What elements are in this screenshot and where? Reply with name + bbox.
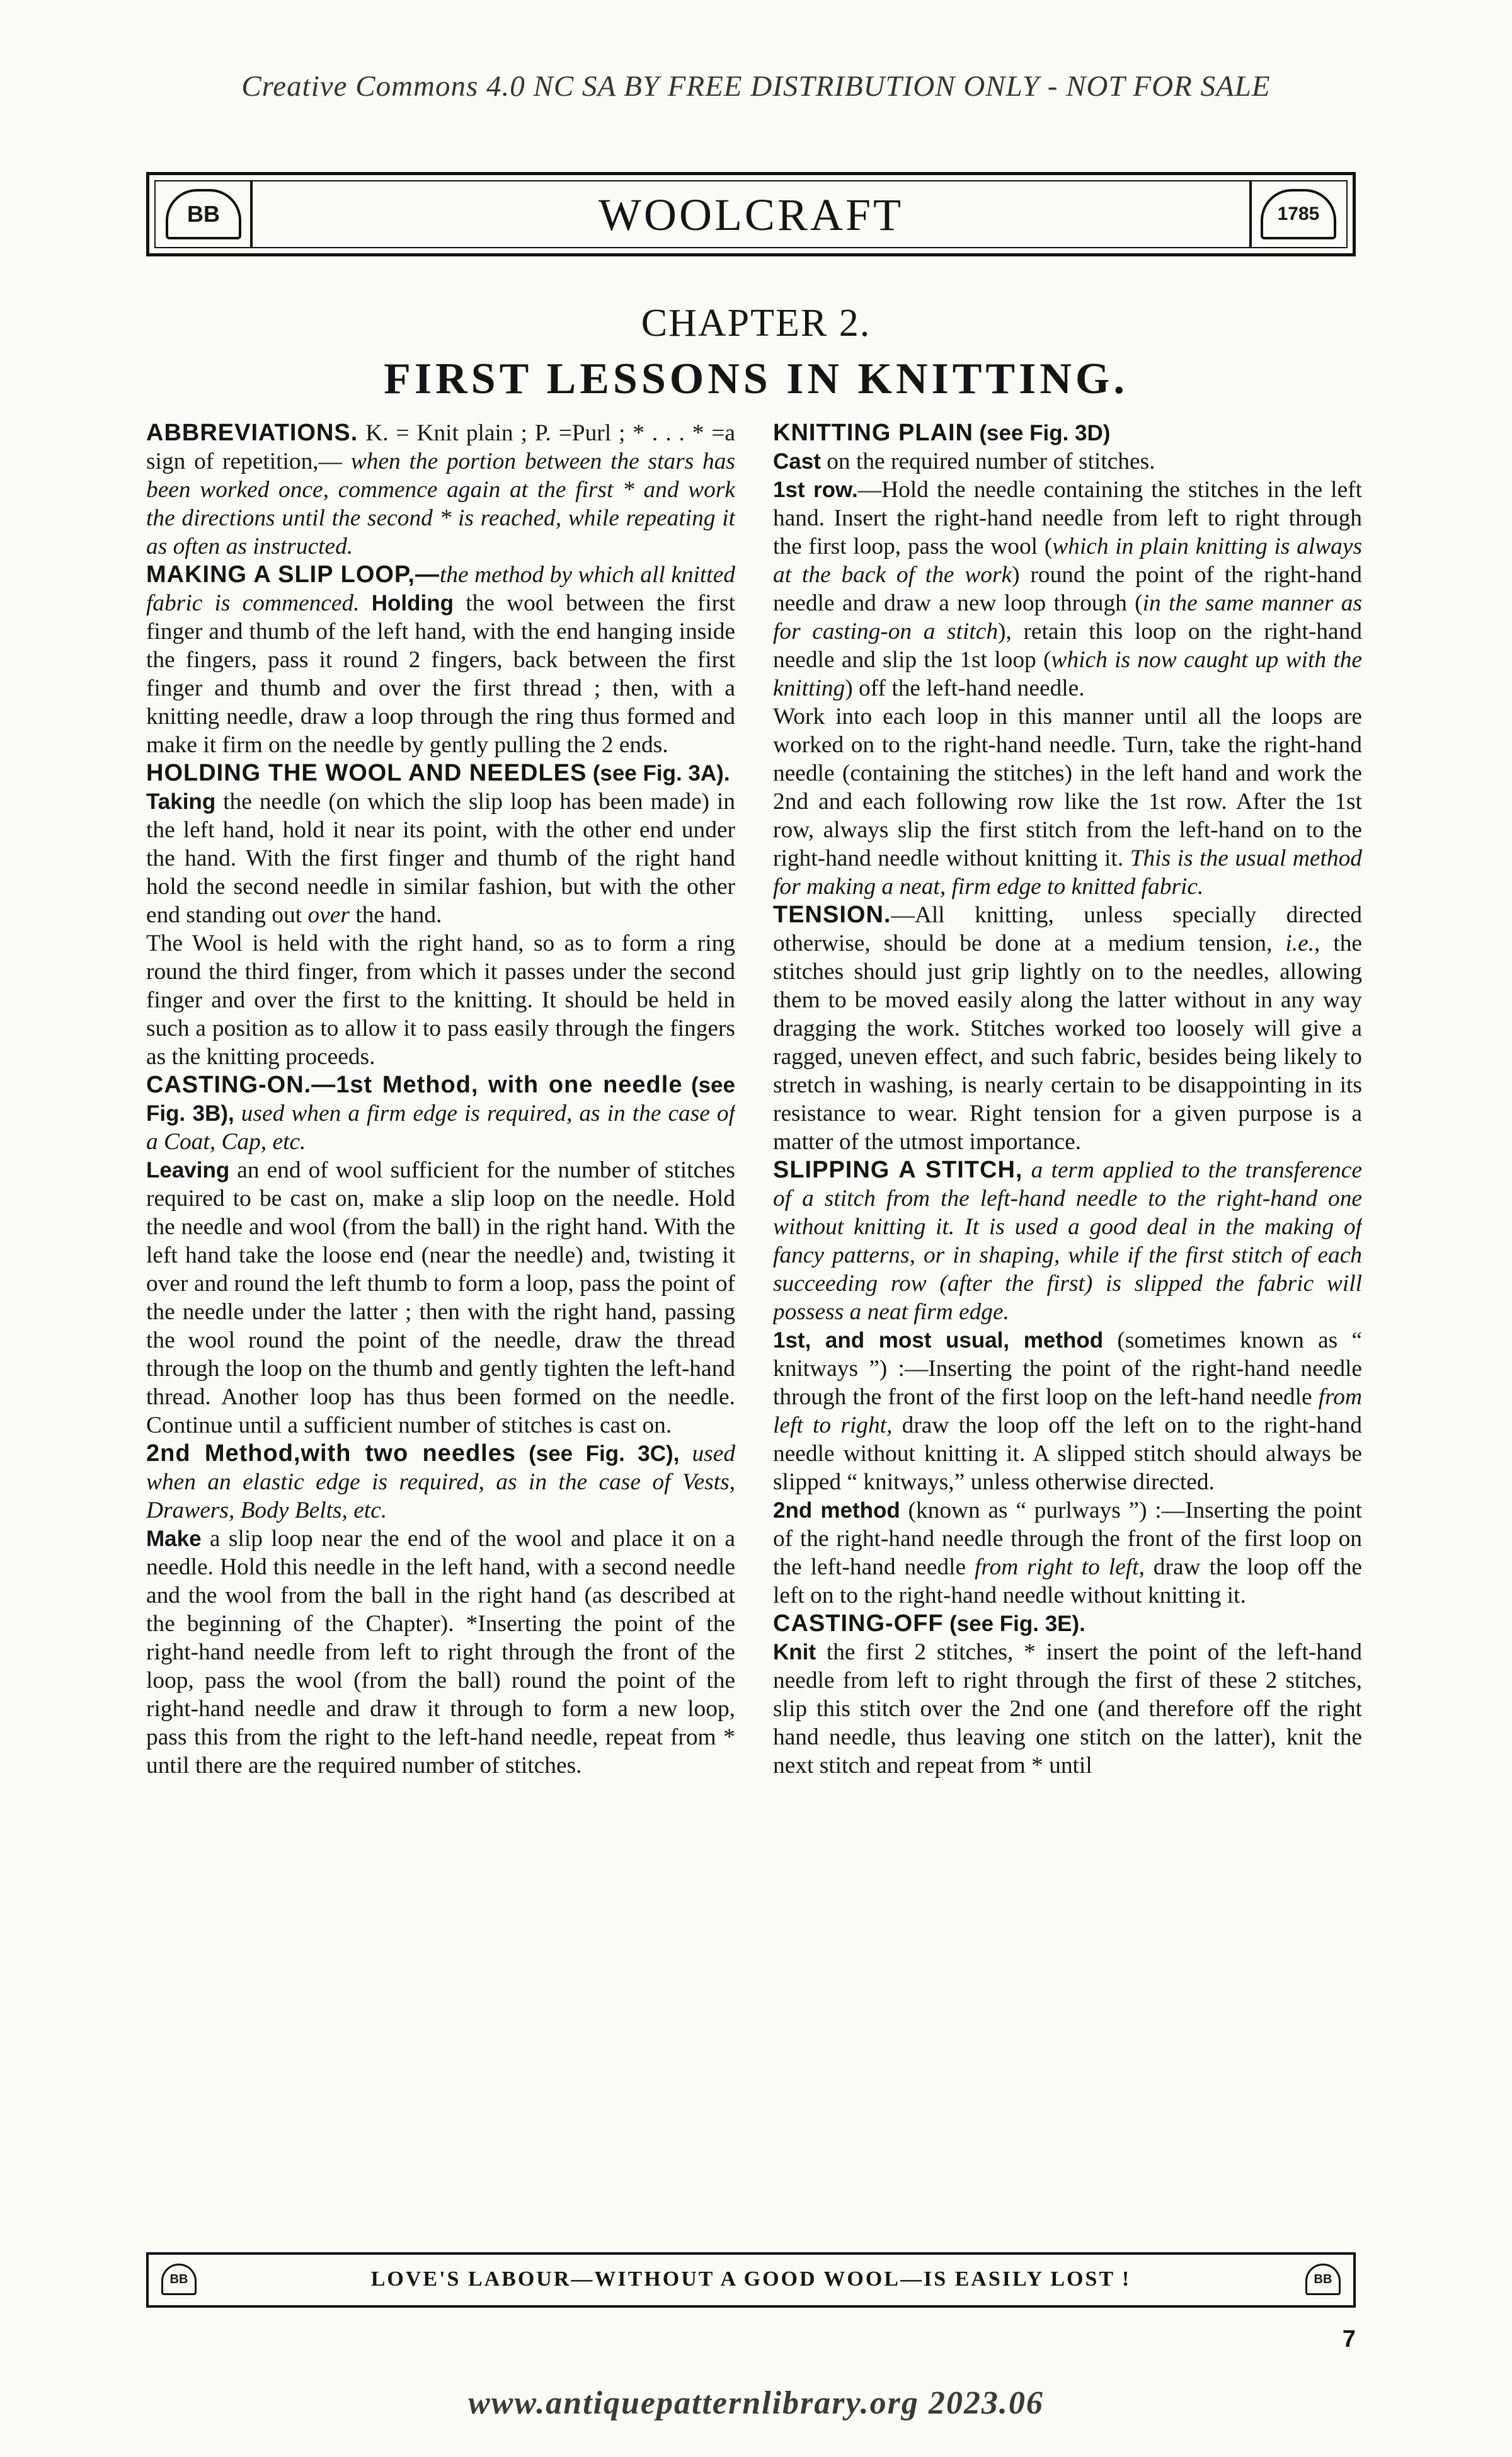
section-heading: MAKING A SLIP LOOP,—: [146, 561, 440, 588]
casting-off-paragraph: Knit the first 2 stitches, * insert the point of the left-hand needle from left to right through the first of these 2 stitches, slip this stitch over the 2nd one (and therefore off the right hand needle, thus leaving one stitch on the latter), knit the next stitch and repeat from * until: [773, 1639, 1362, 1778]
first-method-paragraph: 1st, and most usual, method (sometimes known as “ knitways ”) :—Inserting the point of the right-hand needle through the front of the first loop on the left-hand needle from left to right, draw the loop off the left on to the right-hand needle without knitting it. A slipped stitch should always be slipped “ knitways,” unless otherwise directed.: [773, 1327, 1362, 1495]
section-heading: 2nd Method,with two needles: [146, 1440, 516, 1467]
1785-logo-icon: 1785: [1261, 189, 1336, 239]
bb-logo-icon: BB: [166, 189, 241, 239]
abbreviations-paragraph: ABBREVIATIONS. K. = Knit plain ; P. =Purl ; * . . . * =a sign of repetition,— when the portion between the stars has been worked once, commence again at the first * and work the directions until the second * is reached, while repeating it as often as instructed.: [146, 420, 735, 559]
bb-logo-icon: BB: [161, 2264, 197, 2295]
chapter-title: FIRST LESSONS IN KNITTING.: [384, 355, 1128, 403]
page-footer: [146, 2252, 1356, 2308]
casting-off-heading: CASTING-OFF (see Fig. 3E).: [773, 1610, 1085, 1637]
holding-paragraph: Taking the needle (on which the slip loop has been made) in the left hand, hold it near its point, with the other end under the hand. With the first finger and thumb of the right hand hold the second needle in similar fashion, but with the other end standing out over the hand.: [146, 789, 735, 928]
slip-loop-paragraph: MAKING A SLIP LOOP,—the method by which all knitted fabric is commenced. Holding the wool between the first finger and thumb of the left hand, with the end hanging inside the fingers, pass it round 2 fingers, back between the first finger and thumb and over the first thread ; then, with a knitting needle, draw a loop through the ring thus formed and make it firm on the needle by gently pulling the 2 ends.: [146, 561, 735, 758]
site-watermark: www.antiquepatternlibrary.org 2023.06: [468, 2385, 1044, 2421]
footer-slogan: LOVE'S LABOUR—WITHOUT A GOOD WOOL—IS EASILY LOST !: [370, 2267, 1131, 2291]
bb-logo-icon: BB: [1305, 2264, 1341, 2295]
slipping-paragraph: SLIPPING A STITCH, a term applied to the transference of a stitch from the left-hand needle to the right-hand one without knitting it. It is used a good deal in the making of fancy patterns, or in shaping, while if the first stitch of each succeeding row (after the first) is slipped the fabric will possess a neat firm edge.: [773, 1157, 1362, 1325]
second-method-heading: 2nd Method,with two needles (see Fig. 3C), used when an elastic edge is required, as in the case of Vests, Drawers, Body Belts, etc.: [146, 1440, 735, 1523]
license-banner: Creative Commons 4.0 NC SA BY FREE DISTRIBUTION ONLY - NOT FOR SALE: [241, 70, 1271, 103]
section-heading: ABBREVIATIONS.: [146, 420, 358, 446]
tension-paragraph: TENSION.—All knitting, unless specially directed otherwise, should be done at a medium tension, i.e., the stitches should just grip lightly on to the needles, allowing them to be moved easily along the latter without in any way dragging the work. Stitches worked too loosely will give a ragged, uneven effect, and such fabric, besides being likely to stretch in washing, is nearly certain to be disappointing in its resistance to wear. Right tension for a given purpose is a matter of the utmost importance.: [773, 902, 1362, 1155]
section-heading: CASTING-ON.—1st Method, with one needle: [146, 1072, 683, 1098]
second-method-body: Make a slip loop near the end of the wool and place it on a needle. Hold this needle in the left hand, with a second needle and the wool from the ball in the right hand (as described at the beginning of the Chapter). *Inserting the point of the right-hand needle from left to right through the front of the loop, pass the wool (from the ball) round the point of the right-hand needle and draw it through to form a new loop, pass this from the right to the left-hand needle, repeat from * until there are the required number of stitches.: [146, 1526, 735, 1778]
knitting-plain-heading: KNITTING PLAIN (see Fig. 3D): [773, 420, 1111, 446]
right-column: [773, 419, 1362, 2183]
section-heading: HOLDING THE WOOL AND NEEDLES: [146, 760, 587, 786]
header-title: WOOLCRAFT: [598, 190, 903, 240]
header-divider: [1249, 181, 1252, 247]
work-paragraph: Work into each loop in this manner until all the loops are worked on to the right-hand needle. Turn, take the right-hand needle (containing the stitches) in the left hand and work the 2nd and each following row like the 1st row. After the 1st row, always slip the first stitch from the left-hand on to the right-hand needle without knitting it. This is the usual method for making a neat, firm edge to knitted fabric.: [773, 704, 1362, 900]
first-row-paragraph: 1st row.—Hold the needle containing the stitches in the left hand. Insert the right-hand needle from left to right through the first loop, pass the wool (which in plain knitting is always at the back of the work) round the point of the right-hand needle and draw a new loop through (in the same manner as for casting-on a stitch), retain this loop on the right-hand needle and slip the 1st loop (which is now caught up with the knitting) off the left-hand needle.: [773, 477, 1362, 701]
left-column: [146, 419, 735, 2183]
page-header: [146, 172, 1356, 256]
second-method-paragraph: 2nd method (known as “ purlways ”) :—Inserting the point of the right-hand needle through the front of the first loop on the left-hand needle from right to left, draw the loop off the left on to the right-hand needle without knitting it.: [773, 1498, 1362, 1608]
page-number: 7: [1342, 2326, 1356, 2352]
section-heading: KNITTING PLAIN: [773, 420, 973, 446]
wool-paragraph: The Wool is held with the right hand, so as to form a ring round the third finger, from which it passes under the second finger and over the first to the knitting. It should be held in such a position as to allow it to pass easily through the fingers as the knitting proceeds.: [146, 931, 735, 1070]
holding-heading: HOLDING THE WOOL AND NEEDLES (see Fig. 3A).: [146, 760, 730, 786]
section-heading: TENSION.: [773, 902, 891, 928]
section-heading: SLIPPING A STITCH,: [773, 1157, 1023, 1183]
section-heading: CASTING-OFF: [773, 1610, 944, 1637]
casting-on-body: Leaving an end of wool sufficient for the number of stitches required to be cast on, make a slip loop on the needle. Hold the needle and wool (from the ball) in the right hand. With the left hand take the loose end (near the needle) and, twisting it over and round the left thumb to form a loop, pass the point of the needle under the latter ; then with the right hand, passing the wool round the point of the needle, draw the thread through the loop on the thumb and gently tighten the left-hand thread. Another loop has thus been formed on the needle. Continue until a sufficient number of stitches is cast on.: [146, 1157, 735, 1438]
casting-on-paragraph: CASTING-ON.—1st Method, with one needle (see Fig. 3B), used when a firm edge is required, as in the case of a Coat, Cap, etc.: [146, 1072, 735, 1155]
cast-on-line: Cast on the required number of stitches.: [773, 449, 1155, 474]
chapter-number: CHAPTER 2.: [641, 302, 871, 345]
